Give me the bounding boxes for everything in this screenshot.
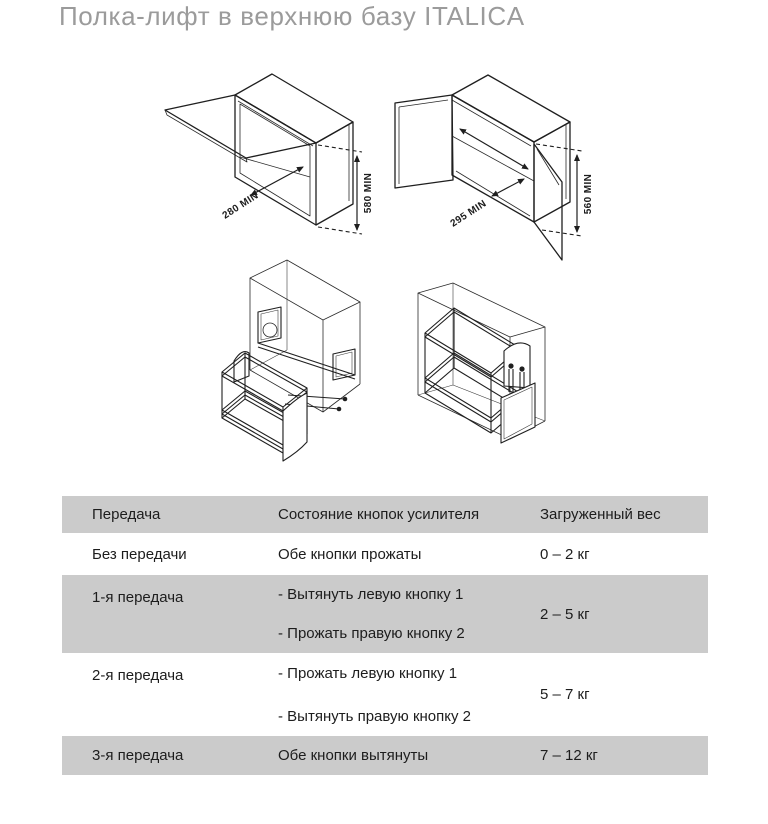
height-dimension-label: 560 MIN xyxy=(583,173,594,215)
state-line: - Вытянуть правую кнопку 2 xyxy=(278,707,471,725)
booster-button-1 xyxy=(508,363,513,368)
gear-cell: 2-я передача xyxy=(92,667,184,684)
weight-cell: 7 – 12 кг xyxy=(540,747,598,764)
wire-basket xyxy=(222,352,307,461)
table-row xyxy=(62,533,708,575)
state-line: - Прожать левую кнопку 1 xyxy=(278,664,458,682)
page-title: Полка-лифт в верхнюю базу ITALICA xyxy=(59,1,525,31)
right-door-open xyxy=(534,144,562,260)
left-door-open xyxy=(395,95,453,188)
depth-dimension-label: 280 MIN xyxy=(220,190,261,222)
state-line: - Прожать правую кнопку 2 xyxy=(278,625,465,642)
booster-unit xyxy=(501,343,535,443)
header-loaded-weight: Загруженный вес xyxy=(540,506,661,523)
weight-cell: 5 – 7 кг xyxy=(540,686,590,703)
weight-cell: 2 – 5 кг xyxy=(540,605,590,623)
cabinet-box xyxy=(452,75,570,222)
header-gear: Передача xyxy=(92,506,161,523)
state-cell xyxy=(278,653,540,736)
flap-door-open xyxy=(165,95,316,162)
gear-load-table xyxy=(62,496,708,775)
table-row xyxy=(62,736,708,775)
weight-cell: 0 – 2 кг xyxy=(540,545,590,563)
depth-dimension xyxy=(221,167,303,222)
booster-button-2 xyxy=(519,366,524,371)
gear-cell: 1-я передача xyxy=(92,589,184,606)
state-line: - Вытянуть левую кнопку 1 xyxy=(278,586,464,603)
drawing-lift-stowed xyxy=(392,276,582,461)
table-header-row xyxy=(62,496,708,533)
state-cell xyxy=(278,575,540,653)
depth-dimension-label: 295 MIN xyxy=(448,198,489,230)
drawing-door-cabinet xyxy=(390,60,625,265)
header-button-state: Состояние кнопок усилителя xyxy=(278,506,480,523)
table-row xyxy=(62,575,708,653)
height-dimension xyxy=(318,145,374,234)
height-dimension-label: 580 MIN xyxy=(363,172,374,214)
table-row xyxy=(62,653,708,736)
gear-cell: Без передачи xyxy=(92,545,187,563)
drawing-flap-cabinet xyxy=(150,60,385,260)
gear-cell: 3-я передача xyxy=(92,747,184,764)
state-cell: Обе кнопки вытянуты xyxy=(278,747,429,764)
drawing-lift-extended xyxy=(188,256,383,466)
state-cell: Обе кнопки прожаты xyxy=(278,545,422,563)
